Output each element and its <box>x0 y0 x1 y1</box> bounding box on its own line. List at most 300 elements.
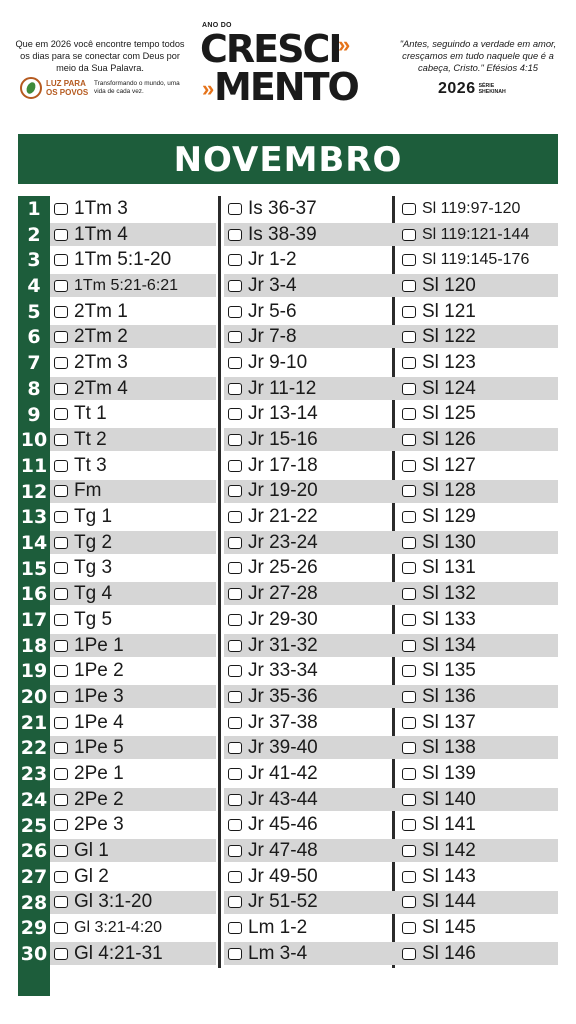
reading-ref: Sl 132 <box>422 583 476 605</box>
reading-ref: Tg 3 <box>74 557 113 579</box>
reading-ref: Sl 146 <box>422 942 476 964</box>
reading-item[interactable] <box>228 273 297 299</box>
reading-item[interactable] <box>54 684 124 710</box>
logo-word-2: MENTO <box>214 65 358 109</box>
checkbox-icon[interactable] <box>228 845 242 857</box>
checkbox-icon[interactable] <box>228 331 242 343</box>
checkbox-icon[interactable] <box>54 871 68 883</box>
reading-ref: 1Tm 4 <box>74 223 128 245</box>
reading-item[interactable] <box>54 710 124 736</box>
reading-item[interactable] <box>402 196 520 222</box>
day-number: 26 <box>20 840 48 863</box>
reading-item[interactable] <box>54 324 128 350</box>
checkbox-icon[interactable] <box>402 254 416 266</box>
reading-item[interactable] <box>402 453 476 479</box>
checkbox-icon[interactable] <box>54 229 68 241</box>
reading-ref: Sl 145 <box>422 917 476 939</box>
checkbox-icon[interactable] <box>402 331 416 343</box>
checkbox-icon[interactable] <box>402 922 416 934</box>
reading-item[interactable] <box>54 735 124 761</box>
reading-item[interactable] <box>402 556 476 582</box>
reading-item[interactable] <box>54 402 107 428</box>
reading-ref: Jr 29-30 <box>248 608 318 630</box>
checkbox-icon[interactable] <box>402 511 416 523</box>
reading-ref: Sl 142 <box>422 840 476 862</box>
reading-item[interactable] <box>54 247 171 273</box>
table-row <box>20 915 558 941</box>
checkbox-icon[interactable] <box>228 871 242 883</box>
table-row <box>20 581 558 607</box>
checkbox-icon[interactable] <box>402 819 416 831</box>
checkbox-icon[interactable] <box>54 819 68 831</box>
reading-ref: Sl 125 <box>422 403 476 425</box>
checkbox-icon[interactable] <box>54 717 68 729</box>
reading-item[interactable] <box>402 787 476 813</box>
checkbox-icon[interactable] <box>402 562 416 574</box>
reading-item[interactable] <box>54 813 124 839</box>
table-row <box>20 787 558 813</box>
reading-ref: Tg 1 <box>74 506 113 528</box>
reading-item[interactable] <box>402 402 476 428</box>
reading-ref: Jr 47-48 <box>248 840 318 862</box>
reading-ref: Jr 17-18 <box>248 454 318 476</box>
reading-item[interactable] <box>54 658 124 684</box>
reading-item[interactable] <box>402 324 476 350</box>
table-row <box>27 247 558 273</box>
reading-item[interactable] <box>228 710 318 736</box>
reading-ref: Tt 3 <box>74 454 107 476</box>
day-number: 9 <box>27 403 41 426</box>
checkbox-icon[interactable] <box>54 511 68 523</box>
reading-item[interactable] <box>228 196 317 222</box>
reading-item[interactable] <box>54 556 112 582</box>
reading-item[interactable] <box>402 864 476 890</box>
reading-ref: 1Tm 5:21-6:21 <box>74 276 179 294</box>
checkbox-icon[interactable] <box>228 742 242 754</box>
day-number: 5 <box>27 300 41 323</box>
reading-ref: 1Pe 2 <box>74 660 124 682</box>
reading-item[interactable] <box>54 530 112 556</box>
reading-item[interactable] <box>54 299 128 325</box>
checkbox-icon[interactable] <box>228 614 242 626</box>
reading-item[interactable] <box>54 761 124 787</box>
reading-item[interactable] <box>54 453 107 479</box>
reading-item[interactable] <box>228 427 318 453</box>
reading-item[interactable] <box>402 761 476 787</box>
intro-text: Que em 2026 você encontre tempo todos os dias para se conectar com Deus por meio da Sua Palavra. <box>15 39 185 73</box>
checkbox-icon[interactable] <box>402 691 416 703</box>
reading-ref: Sl 119:145-176 <box>422 251 530 269</box>
checkbox-icon[interactable] <box>54 331 68 343</box>
reading-item[interactable] <box>228 581 318 607</box>
reading-item[interactable] <box>402 581 476 607</box>
reading-ref: Jr 33-34 <box>248 660 318 682</box>
reading-ref: Sl 140 <box>422 788 476 810</box>
table-row <box>20 633 558 659</box>
table-row <box>20 710 558 736</box>
checkbox-icon[interactable] <box>54 922 68 934</box>
checkbox-icon[interactable] <box>228 665 242 677</box>
year-logo <box>198 22 378 114</box>
table-row <box>20 684 558 710</box>
checkbox-icon[interactable] <box>228 768 242 780</box>
reading-item[interactable] <box>402 273 476 299</box>
reading-item[interactable] <box>54 633 124 659</box>
reading-ref: 2Tm 1 <box>74 300 128 322</box>
table-row <box>20 864 558 890</box>
checkbox-icon[interactable] <box>402 948 416 960</box>
reading-ref: Sl 123 <box>422 351 476 373</box>
reading-item[interactable] <box>54 479 101 505</box>
reading-ref: 1Pe 5 <box>74 737 124 759</box>
reading-item[interactable] <box>402 890 476 916</box>
table-row <box>20 813 558 839</box>
reading-ref: Jr 41-42 <box>248 762 318 784</box>
reading-ref: Sl 134 <box>422 634 476 656</box>
checkbox-icon[interactable] <box>54 357 68 369</box>
checkbox-icon[interactable] <box>228 691 242 703</box>
checkbox-icon[interactable] <box>54 665 68 677</box>
reading-ref: Is 38-39 <box>248 223 317 245</box>
day-number: 13 <box>20 506 48 529</box>
table-row <box>20 735 558 761</box>
reading-item[interactable] <box>402 684 476 710</box>
day-number: 30 <box>20 942 48 965</box>
reading-item[interactable] <box>54 864 109 890</box>
reading-ref: Sl 120 <box>422 274 476 296</box>
reading-item[interactable] <box>402 299 476 325</box>
reading-ref: 1Tm 3 <box>74 197 128 219</box>
reading-item[interactable] <box>54 838 109 864</box>
reading-ref: Jr 7-8 <box>248 326 297 348</box>
checkbox-icon[interactable] <box>402 357 416 369</box>
reading-ref: Jr 45-46 <box>248 814 318 836</box>
reading-item[interactable] <box>54 376 128 402</box>
reading-item[interactable] <box>228 761 318 787</box>
logo-word-1: CRESCI <box>200 27 341 71</box>
checkbox-icon[interactable] <box>54 203 68 215</box>
reading-item[interactable] <box>228 864 318 890</box>
reading-ref: Sl 129 <box>422 506 476 528</box>
table-row <box>20 658 558 684</box>
checkbox-icon[interactable] <box>402 485 416 497</box>
checkbox-icon[interactable] <box>228 203 242 215</box>
checkbox-icon[interactable] <box>228 485 242 497</box>
checkbox-icon[interactable] <box>54 614 68 626</box>
reading-item[interactable] <box>228 607 318 633</box>
reading-table <box>18 196 558 996</box>
day-number: 12 <box>20 480 48 503</box>
reading-item[interactable] <box>54 504 112 530</box>
day-number: 29 <box>20 917 48 940</box>
reading-item[interactable] <box>228 453 318 479</box>
checkbox-icon[interactable] <box>402 408 416 420</box>
table-row <box>27 299 558 325</box>
reading-item[interactable] <box>228 324 297 350</box>
table-row <box>20 607 558 633</box>
checkbox-icon[interactable] <box>228 280 242 292</box>
reading-item[interactable] <box>402 504 476 530</box>
checkbox-icon[interactable] <box>228 408 242 420</box>
checkbox-icon[interactable] <box>54 562 68 574</box>
table-row <box>20 530 558 556</box>
day-number: 1 <box>27 198 41 220</box>
table-row <box>20 479 558 505</box>
reading-ref: 1Tm 5:1-20 <box>74 249 172 271</box>
checkbox-icon[interactable] <box>402 717 416 729</box>
reading-item[interactable] <box>402 813 476 839</box>
reading-item[interactable] <box>402 633 476 659</box>
day-number: 25 <box>20 814 48 837</box>
checkbox-icon[interactable] <box>228 229 242 241</box>
reading-item[interactable] <box>54 607 112 633</box>
checkbox-icon[interactable] <box>402 794 416 806</box>
checkbox-icon[interactable] <box>54 383 68 395</box>
reading-item[interactable] <box>228 402 318 428</box>
checkbox-icon[interactable] <box>228 896 242 908</box>
reading-item[interactable] <box>402 941 476 967</box>
reading-ref: Lm 3-4 <box>248 942 308 964</box>
checkbox-icon[interactable] <box>54 794 68 806</box>
reading-item[interactable] <box>228 556 318 582</box>
reading-ref: Sl 122 <box>422 326 476 348</box>
reading-ref: Sl 127 <box>422 454 476 476</box>
checkbox-icon[interactable] <box>54 306 68 318</box>
reading-item[interactable] <box>402 607 476 633</box>
day-number: 6 <box>27 326 41 349</box>
day-number: 7 <box>27 352 41 375</box>
reading-item[interactable] <box>54 581 112 607</box>
reading-ref: Tg 5 <box>74 608 113 630</box>
checkbox-icon[interactable] <box>228 306 242 318</box>
org-name: LUZ PARA OS POVOS <box>46 79 89 97</box>
reading-ref: Gl 3:21-4:20 <box>74 919 163 937</box>
reading-item[interactable] <box>402 838 476 864</box>
reading-item[interactable] <box>228 658 318 684</box>
reading-item[interactable] <box>402 658 476 684</box>
checkbox-icon[interactable] <box>402 537 416 549</box>
checkbox-icon[interactable] <box>228 357 242 369</box>
checkbox-icon[interactable] <box>54 280 68 292</box>
checkbox-icon[interactable] <box>402 614 416 626</box>
reading-ref: 1Pe 3 <box>74 685 124 707</box>
org-brand <box>20 77 184 99</box>
reading-item[interactable] <box>54 890 152 916</box>
checkbox-icon[interactable] <box>402 229 416 241</box>
checkbox-icon[interactable] <box>228 640 242 652</box>
reading-ref: Sl 128 <box>422 480 476 502</box>
reading-ref: Jr 15-16 <box>248 429 318 451</box>
reading-item[interactable] <box>402 479 476 505</box>
checkbox-icon[interactable] <box>54 460 68 472</box>
checkbox-icon[interactable] <box>402 768 416 780</box>
checkbox-icon[interactable] <box>402 665 416 677</box>
reading-item[interactable] <box>54 787 124 813</box>
reading-item[interactable] <box>402 376 476 402</box>
checkbox-icon[interactable] <box>402 845 416 857</box>
reading-item[interactable] <box>402 247 529 273</box>
reading-item[interactable] <box>228 787 318 813</box>
reading-item[interactable] <box>402 222 529 248</box>
reading-item[interactable] <box>228 735 318 761</box>
checkbox-icon[interactable] <box>54 845 68 857</box>
checkbox-icon[interactable] <box>228 794 242 806</box>
day-number: 23 <box>20 763 48 786</box>
table-row <box>27 196 558 222</box>
checkbox-icon[interactable] <box>402 434 416 446</box>
reading-item[interactable] <box>228 915 307 941</box>
reading-item[interactable] <box>54 273 178 299</box>
reading-ref: Jr 5-6 <box>248 300 297 322</box>
reading-item[interactable] <box>54 350 128 376</box>
day-number: 21 <box>20 711 48 734</box>
month-banner: NOVEMBRO <box>18 134 558 184</box>
reading-item[interactable] <box>402 350 476 376</box>
reading-item[interactable] <box>228 376 316 402</box>
reading-item[interactable] <box>228 504 318 530</box>
reading-item[interactable] <box>228 684 318 710</box>
reading-item[interactable] <box>54 915 162 941</box>
day-number: 17 <box>20 609 48 631</box>
day-number: 2 <box>27 223 41 246</box>
reading-ref: Gl 2 <box>74 865 109 887</box>
checkbox-icon[interactable] <box>54 691 68 703</box>
reading-ref: Sl 119:97-120 <box>422 199 521 217</box>
reading-item[interactable] <box>228 479 318 505</box>
checkbox-icon[interactable] <box>54 537 68 549</box>
checkbox-icon[interactable] <box>402 383 416 395</box>
checkbox-icon[interactable] <box>228 717 242 729</box>
checkbox-icon[interactable] <box>54 485 68 497</box>
reading-ref: Jr 23-24 <box>248 531 318 553</box>
checkbox-icon[interactable] <box>228 562 242 574</box>
checkbox-icon[interactable] <box>228 254 242 266</box>
reading-item[interactable] <box>228 350 307 376</box>
checkbox-icon[interactable] <box>228 588 242 600</box>
reading-ref: Jr 25-26 <box>248 557 318 579</box>
checkbox-icon[interactable] <box>228 434 242 446</box>
reading-ref: Sl 144 <box>422 891 476 913</box>
checkbox-icon[interactable] <box>54 742 68 754</box>
checkbox-icon[interactable] <box>402 871 416 883</box>
table-row <box>20 761 558 787</box>
reading-item[interactable] <box>228 890 318 916</box>
reading-item[interactable] <box>228 530 318 556</box>
reading-item[interactable] <box>54 196 128 222</box>
checkbox-icon[interactable] <box>402 640 416 652</box>
reading-item[interactable] <box>402 915 476 941</box>
reading-ref: Jr 11-12 <box>248 377 317 399</box>
reading-ref: 2Pe 2 <box>74 788 124 810</box>
verse-text: "Antes, seguindo a verdade em amor, cresçamos em tudo naquele que é a cabeça, Cristo." Efésios 4:15 <box>399 38 557 73</box>
reading-item[interactable] <box>54 222 128 248</box>
reading-ref: Jr 39-40 <box>248 737 318 759</box>
reading-item[interactable] <box>54 427 107 453</box>
day-number: 19 <box>20 660 48 683</box>
reading-ref: Jr 19-20 <box>248 480 318 502</box>
reading-ref: Sl 130 <box>422 531 476 553</box>
reading-ref: Tt 1 <box>74 403 107 425</box>
reading-ref: Sl 124 <box>422 377 476 399</box>
reading-ref: 2Pe 1 <box>74 762 124 784</box>
reading-item[interactable] <box>402 530 476 556</box>
checkbox-icon[interactable] <box>402 280 416 292</box>
logo-small-text: ANO DO <box>202 22 232 29</box>
table-row <box>27 324 558 350</box>
checkbox-icon[interactable] <box>402 588 416 600</box>
reading-ref: Jr 21-22 <box>248 506 318 528</box>
checkbox-icon[interactable] <box>54 588 68 600</box>
checkbox-icon[interactable] <box>54 896 68 908</box>
checkbox-icon[interactable] <box>54 768 68 780</box>
reading-item[interactable] <box>402 427 476 453</box>
reading-ref: Jr 51-52 <box>248 891 318 913</box>
reading-item[interactable] <box>228 633 318 659</box>
table-row <box>20 941 558 967</box>
checkbox-icon[interactable] <box>402 742 416 754</box>
reading-item[interactable] <box>228 941 307 967</box>
checkbox-icon[interactable] <box>228 383 242 395</box>
reading-item[interactable] <box>228 247 297 273</box>
reading-ref: 1Pe 1 <box>74 634 124 656</box>
checkbox-icon[interactable] <box>54 640 68 652</box>
day-number: 14 <box>20 531 48 554</box>
day-number: 18 <box>20 634 48 657</box>
reading-item[interactable] <box>402 710 476 736</box>
reading-ref: 2Tm 2 <box>74 326 128 348</box>
table-row <box>27 273 558 299</box>
reading-ref: Fm <box>74 480 102 502</box>
checkbox-icon[interactable] <box>228 948 242 960</box>
checkbox-icon[interactable] <box>54 434 68 446</box>
day-number: 27 <box>20 865 48 888</box>
checkbox-icon[interactable] <box>402 460 416 472</box>
checkbox-icon[interactable] <box>228 460 242 472</box>
reading-ref: Jr 3-4 <box>248 274 297 296</box>
reading-item[interactable] <box>54 941 163 967</box>
reading-item[interactable] <box>228 299 297 325</box>
reading-ref: Jr 27-28 <box>248 583 318 605</box>
checkbox-icon[interactable] <box>54 408 68 420</box>
checkbox-icon[interactable] <box>402 203 416 215</box>
reading-item[interactable] <box>228 222 317 248</box>
reading-ref: Sl 133 <box>422 608 476 630</box>
checkbox-icon[interactable] <box>402 306 416 318</box>
org-logo-icon <box>20 77 42 99</box>
checkbox-icon[interactable] <box>402 896 416 908</box>
day-number: 15 <box>20 557 48 580</box>
checkbox-icon[interactable] <box>54 948 68 960</box>
reading-ref: Jr 49-50 <box>248 865 318 887</box>
reading-item[interactable] <box>228 813 318 839</box>
table-row <box>27 376 558 402</box>
table-row <box>20 556 558 582</box>
reading-ref: Jr 43-44 <box>248 788 318 810</box>
reading-item[interactable] <box>228 838 318 864</box>
checkbox-icon[interactable] <box>54 254 68 266</box>
day-number: 10 <box>20 429 48 452</box>
checkbox-icon[interactable] <box>228 819 242 831</box>
reading-item[interactable] <box>402 735 476 761</box>
reading-ref: Sl 119:121-144 <box>422 225 530 243</box>
org-tagline: Transformando o mundo, uma vida de cada vez. <box>94 80 180 95</box>
reading-ref: Gl 3:1-20 <box>74 891 153 913</box>
day-number: 3 <box>27 249 41 272</box>
checkbox-icon[interactable] <box>228 511 242 523</box>
reading-ref: Sl 141 <box>422 814 476 836</box>
checkbox-icon[interactable] <box>228 922 242 934</box>
checkbox-icon[interactable] <box>228 537 242 549</box>
